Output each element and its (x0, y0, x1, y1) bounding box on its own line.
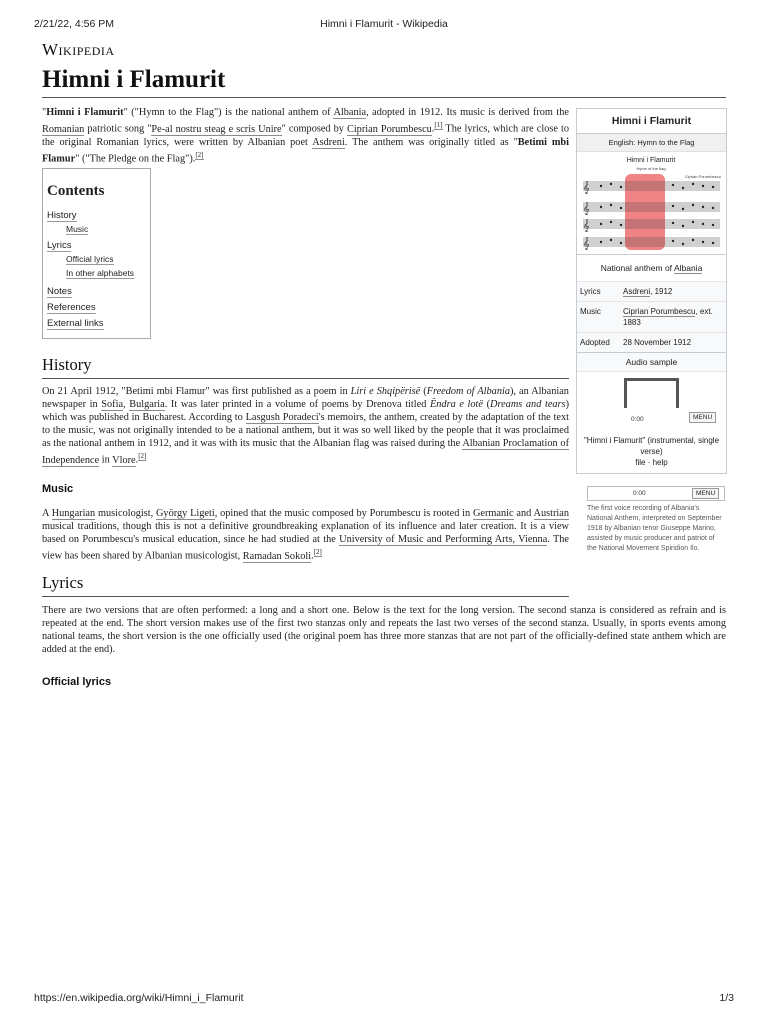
infobox-label-adopted: Adopted (580, 338, 610, 347)
intro-paragraph: "Himni i Flamurit" ("Hymn to the Flag") is the national anthem of Albania, adopted in 1912. Its music is derived from the Romanian patriotic song "Pe-al nostru steag e scris Unire" composed by Ciprian Porumbescu.[1] The lyrics, which are close to the original Romanian lyrics, were written by Albanian poet Asdreni. The anthem was originally titled as "Betimi mbi Flamur" ("The Pledge on the Flag").[2] (42, 107, 570, 165)
print-url: https://en.wikipedia.org/wiki/Himni_i_Flamurit (34, 992, 244, 1004)
audio-player-2[interactable] (587, 486, 725, 501)
toc-item-music[interactable]: Music (66, 224, 89, 234)
infobox-link-asdreni[interactable]: Asdreni (623, 287, 651, 296)
recording-caption: The first voice recording of Albania's National Anthem, interpreted on September 1918 by Albanian tenor Giuseppe Marino, assisted by music producer and patriot of the National Movement Spiridion Ilo. (587, 505, 722, 552)
link-university-vienna[interactable]: University of Music and Performing Arts, Vienna (339, 534, 548, 546)
link-austrian[interactable]: Austrian (533, 508, 569, 519)
link-song[interactable]: Pe-al nostru steag e scris Unire (151, 123, 282, 135)
section-history-heading: History (42, 355, 569, 379)
toc-item-history[interactable]: History (47, 210, 77, 221)
player2-menu-button[interactable]: MENU (692, 488, 719, 499)
infobox-row-music: Music Ciprian Porumbescu, ext. 1883 (577, 301, 726, 332)
svg-text:𝄞: 𝄞 (583, 203, 590, 215)
link-lasgush-poradeci[interactable]: Lasgush Poradeci (245, 412, 319, 424)
toc-item-references[interactable]: References (47, 302, 96, 313)
bold-title: Himni i Flamurit (46, 107, 124, 118)
score-subtitle: Hymn of the flag (636, 166, 666, 171)
infobox-value-adopted: 28 November 1912 (623, 338, 692, 347)
infobox-label-music: Music (580, 307, 601, 316)
link-ligeti[interactable]: György Ligeti (156, 508, 215, 519)
infobox-row-adopted (577, 332, 726, 352)
ref-2-music[interactable]: [2] (313, 548, 322, 557)
history-paragraph: On 21 April 1912, "Betimi mbi Flamur" was first published as a poem in Liri e Shqipërisë (Freedom of Albania), an Albanian newspaper in Sofia, Bulgaria. It was later printed in a volume of poems by Drenova titled Ëndra e lotë (Dreams and tears) which was published in Bucharest. According to Lasgush Poradeci's memoirs, the anthem, created by the adaptation of the text to the music, was not originally intended to be a national anthem, but it was so well liked by the people that it was proclaimed as the national anthem in 1912, and it was with its music that the Albanian flag was raised during the Albanian Proclamation of Independence in Vlore.[2] (42, 386, 569, 466)
page-title: Himni i Flamurit (42, 66, 226, 93)
toc-item-notes[interactable]: Notes (47, 286, 72, 297)
audio-sample-header: Audio sample (577, 352, 726, 371)
infobox (576, 108, 727, 474)
toc-title: Contents (47, 183, 105, 199)
title-divider (42, 97, 726, 98)
wikipedia-wordmark: Wikipedia (42, 40, 115, 59)
toc-item-external-links[interactable]: External links (47, 318, 104, 329)
link-albania[interactable]: Albania (333, 107, 367, 118)
infobox-link-albania[interactable]: Albania (673, 263, 703, 273)
player-time: 0:00 (631, 416, 644, 423)
bold-original-title: Betimi mbi Flamur (42, 136, 570, 165)
sheet-music-svg (577, 152, 726, 255)
lyrics-paragraph: There are two versions that are often performed: a long and a short one. Below is the text for the long version. The second stanza is considered as refrain and is repeated at the end. The short version makes use of the first two stanzas only and repeats the last two verses of the second stanza. Usually, in sports events among national teams, the short version is the one officially used (the original poem has three more stanzas that are not part of the officially-defined state anthem which are added at the end). (42, 605, 726, 656)
player2-time: 0:00 (633, 490, 646, 497)
audio-caption: "Himni i Flamurit" (instrumental, single verse) file · help (577, 431, 726, 473)
link-porumbescu[interactable]: Ciprian Porumbescu (346, 123, 432, 135)
link-romanian[interactable]: Romanian (42, 123, 85, 135)
flag-watermark (625, 174, 665, 250)
toc-item-official-lyrics[interactable]: Official lyrics (66, 254, 114, 264)
audio-help-link[interactable]: help (652, 458, 668, 467)
link-sofia[interactable]: Sofia (101, 399, 124, 411)
print-page-number: 1/3 (719, 992, 734, 1004)
print-footer (34, 992, 734, 1006)
sheet-music-image[interactable] (577, 151, 726, 254)
player-menu-button[interactable]: MENU (689, 412, 716, 423)
score-composer: Ciprian Porumbescu (684, 174, 721, 179)
link-vlore[interactable]: Vlore (112, 454, 136, 466)
svg-text:𝄞: 𝄞 (583, 182, 590, 194)
print-page-title: Himni i Flamurit - Wikipedia (320, 18, 448, 30)
audio-player[interactable] (577, 371, 726, 431)
link-hungarian[interactable]: Hungarian (51, 508, 96, 519)
audio-file-link[interactable]: file (635, 458, 646, 467)
link-bulgaria[interactable]: Bulgaria (129, 399, 165, 411)
ref-2[interactable]: [2] (195, 150, 204, 159)
link-germanic[interactable]: Germanic (472, 508, 514, 519)
infobox-title: Himni i Flamurit (577, 109, 726, 133)
toc-item-lyrics[interactable]: Lyrics (47, 240, 72, 251)
infobox-link-porumbescu[interactable]: Ciprian Porumbescu (623, 307, 696, 316)
section-music-heading: Music (42, 483, 74, 495)
link-asdreni[interactable]: Asdreni (312, 136, 345, 148)
link-ramadan-sokoli[interactable]: Ramadan Sokoli (242, 550, 312, 562)
svg-text:𝄞: 𝄞 (583, 238, 590, 250)
table-of-contents (42, 168, 151, 339)
section-lyrics-heading: Lyrics (42, 573, 569, 597)
infobox-anthem-of: National anthem of Albania (577, 254, 726, 281)
link-proclamation[interactable]: Albanian Proclamation of Independence (42, 438, 569, 466)
svg-text:𝄞: 𝄞 (583, 220, 590, 232)
infobox-label-lyrics: Lyrics (580, 287, 601, 296)
music-paragraph: A Hungarian musicologist, György Ligeti, opined that the music composed by Porumbescu is rooted in Germanic and Austrian musical traditions, though this is not a definitive groundbreaking explanation of its influence and later creation. It is a view based on Porumbescu's musical education, since he had studied at the University of Music and Performing Arts, Vienna. The view has been shared by Albanian musicologist, Ramadan Sokoli.[2] (42, 508, 569, 562)
print-date: 2/21/22, 4:56 PM (34, 18, 114, 30)
infobox-english-title: English: Hymn to the Flag (577, 133, 726, 151)
ref-1[interactable]: [1] (434, 121, 443, 130)
ref-2-history[interactable]: [2] (138, 452, 147, 461)
player-frame (624, 378, 679, 408)
score-title: Himni i Flamurit (626, 157, 676, 164)
print-header (34, 18, 734, 32)
toc-item-other-alphabets[interactable]: In other alphabets (66, 268, 135, 278)
wikipedia-logo[interactable] (42, 40, 115, 60)
section-official-lyrics-heading: Official lyrics (42, 676, 112, 688)
infobox-row-lyrics: Lyrics Asdreni, 1912 (577, 281, 726, 301)
